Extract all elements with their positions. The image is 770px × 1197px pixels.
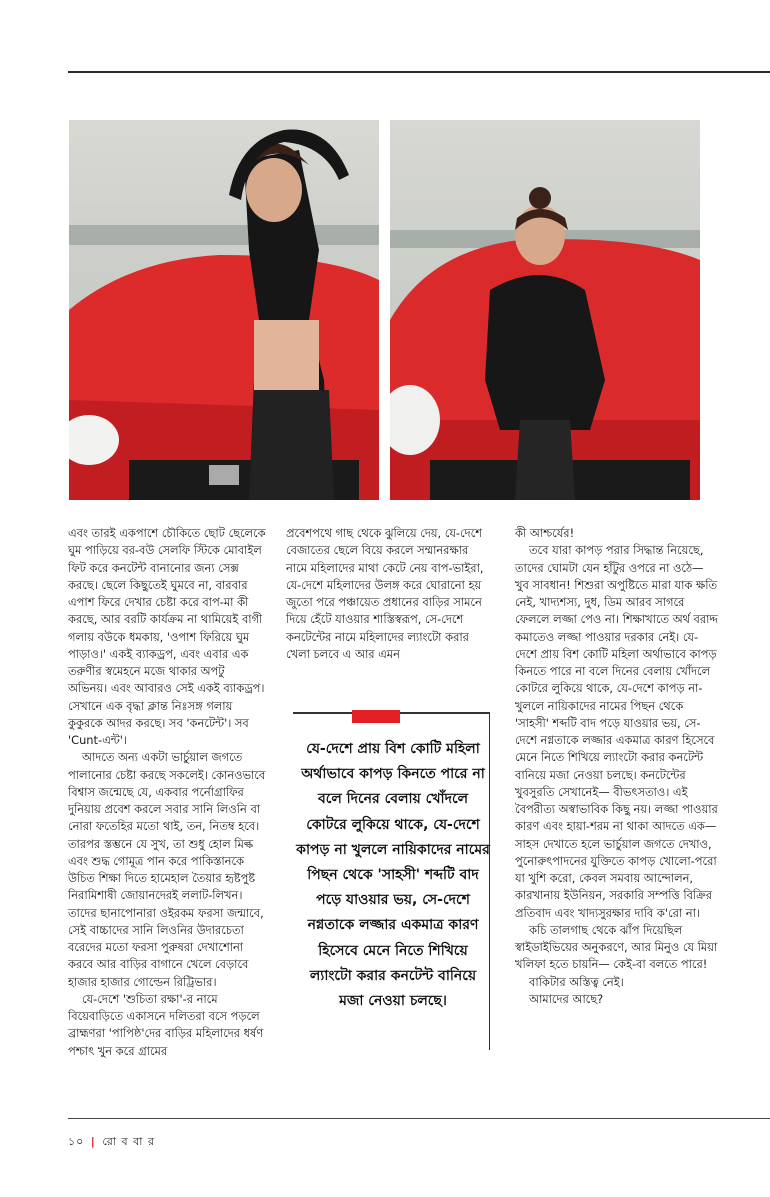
article-column-2 (286, 525, 486, 663)
col3-paragraph-2: তবে যারা কাপড় পরার সিদ্ধান্ত নিয়েছে, তাদের ঘোমটা যেন হাঁটুর ওপরে না ওঠে— খুব সাবধান! শিশুরা অপুষ্টিতে মারা যাক ক্ষতি নেই, খাদ্যশস্য, দুধ, ডিম আরব সাগরে ফেললে লজ্জা পেও না। শিক্ষাখাতে অর্থ বরাদ্দ কমাতেও লজ্জা পাওয়ার দরকার নেই। যে-দেশে প্রায় বিশ কোটি মহিলা অর্থাভাবে কাপড় কিনতে পারে না বলে দিনের বেলায় খোঁদলে কোটরে লুকিয়ে থাকে, যে-দেশে কাপড় না-খুললে নায়িকাদের নামের পিছন থেকে 'সাহসী' শব্দটি বাদ পড়ে যাওয়ার ভয়, সে-দেশে নগ্নতাকে লজ্জার একমাত্র কারণ হিসেবে মেনে নিতে শিখিয়ে ল্যাংটো করার কনটেন্ট বানিয়ে মজা নেওয়া চলছে। কনটেন্টের খুবসুরতি সেখানেই— বীভৎসতাও। এই বৈপরীত্য অস্বাভাবিক কিছু নয়। লজ্জা পাওয়ার কারণ এবং হায়া-শরম না থাকা আদতে এক— সাহস দেখাতে হলে ভার্চুয়াল জগতে দেখাও, পুনোরুৎপাদনের যুক্তিতে কাপড় খোলো-পরো যা খুশি করো, কেবল সমবায় আন্দোলন, কারখানায় ইউনিয়ন, সরকারি সম্পত্তি বিক্রির প্রতিবাদ এবং খাদ্যসুরক্ষার দাবি ক'রো না। (515, 543, 718, 920)
folio-separator: | (90, 1135, 96, 1148)
page-folio (68, 1133, 155, 1152)
photo-right-image (390, 120, 700, 500)
pull-quote: যে-দেশে প্রায় বিশ কোটি মহিলা অর্থাভাবে কাপড় কিনতে পারে না বলে দিনের বেলায় খোঁদলে কোটরে লুকিয়ে থাকে, যে-দেশে কাপড় না খুললে নায়িকাদের নামের পিছন থেকে 'সাহসী' শব্দটি বাদ পড়ে যাওয়ার ভয়, সে-দেশে নগ্নতাকে লজ্জার একমাত্র কারণ হিসেবে মেনে নিতে শিখিয়ে ল্যাংটো করার কনটেন্ট বানিয়ে মজা নেওয়া চলছে। (296, 741, 490, 1010)
page-number: ১০ (68, 1135, 85, 1148)
article-column-1 (68, 525, 266, 1060)
pull-quote-accent-bar (352, 710, 400, 723)
header-rule (68, 71, 770, 73)
photo-right (390, 120, 700, 500)
photo-left-image (69, 120, 379, 500)
col3-paragraph-3: কচি তালগাছ থেকে ঝাঁপ দিয়েছিল স্বাইডাইভিয়ের অনুকরণে, আর মিনুও যে মিয়া খলিফা হতে চায়নি— কেই-বা বলতে পারে! (515, 922, 718, 972)
photo-left (69, 120, 379, 500)
col1-paragraph-2: আদতে অন্য একটা ভার্চুয়াল জগতে পালানোর চেষ্টা করছে সকলেই। কোনওভাবে বিশ্বাস জন্মেছে যে, একবার পর্নোগ্রাফির দুনিয়ায় প্রবেশ করলে সবার সানি লিওনি বা নোরা ফতেহির মতো থাই, তন, নিতম্ব হবে। তারপর স্তম্ভনে যে সুখ, তা শুধু হোল মিল্ক এবং শুদ্ধ গোমূত্র পান করে পাকিস্তানকে উচিত শিক্ষা দিতে হামেহাল তৈয়ার হৃষ্টপুষ্ট নিরামিশাষী জোয়ানদেরই ললাট-লিখন। তাদের ছানাপোনারা ওইরকম ফরসা জন্মাবে, সেই বাচ্চাদের সানি লিওনির উদারচেতা বরেদের মতো ফরসা পুরুষরা দেখাশোনা করবে আর বাড়ির বাগানে খেলে বেড়াবে হাজার হাজার গোল্ডেন রিট্রিভার। (68, 750, 266, 989)
col2-paragraph-1: প্রবেশপথে গাছ থেকে ঝুলিয়ে দেয়, যে-দেশে বেজাতের ছেলে বিয়ে করলে সম্মানরক্ষার নামে মহিলাদের মাথা কেটে নেয় বাপ-ভাইরা, যে-দেশে মহিলাদের উলঙ্গ করে ঘোরানো হয় জুতো পরে পঞ্চায়েত প্রধানের বাড়ির সামনে দিয়ে হেঁটে যাওয়ার শাস্তিস্বরূপ, সে-দেশে কনটেন্টের নামে মহিলাদের ল্যাংটো করার খেলা চলবে এ আর এমন (286, 526, 484, 661)
col3-paragraph-5: আমাদের আছে? (529, 991, 604, 1006)
col1-paragraph-3: যে-দেশে 'শুচিতা রক্ষা'-র নামে বিয়েবাড়িতে একাসনে দলিতরা বসে পড়লে ব্রাহ্মণরা 'পাপিষ্ঠ'দের বাড়ির মহিলাদের ধর্ষণ পশ্চাৎ খুন করে গ্রামের (68, 991, 264, 1058)
col1-paragraph-1: এবং তারই একপাশে চৌকিতে ছোট ছেলেকে ঘুম পাড়িয়ে বর-বউ সেলফি স্টিকে মোবাইল ফিট করে কনটেন্ট বানানোর জন্য সেক্স করছে। ছেলে কিছুতেই ঘুমবে না, বারবার এপাশ ফিরে দেখার চেষ্টা করে বাপ-মা কী করছে, আর বরটি কার্যক্রম না থামিয়েই বাগী গলায় বউকে ধমকায়, 'ওপাশ ফিরিয়ে ঘুম পাড়াও।' একই ব্যাকড্রপ, এবং এবার এক তরুণীর স্বমেহনে মজে থাকার অপটু অভিনয়। এবং আবারও সেই একই ব্যাকড্রপ। সেখানে এক বৃদ্ধা ক্লান্ত নিঃসঙ্গ গলায় কুকুরকে আদর করছে। সব 'কনটেন্ট'। সব 'Cunt-এন্ট'। (68, 526, 266, 747)
footer-rule (68, 1118, 770, 1119)
magazine-name: রো ব বা র (102, 1135, 156, 1148)
col3-paragraph-1: কী আশ্চর্যের! (515, 526, 575, 540)
article-column-3 (515, 525, 720, 1008)
col3-paragraph-4: বাকিটার অস্তিত্ব নেই। (529, 974, 624, 989)
